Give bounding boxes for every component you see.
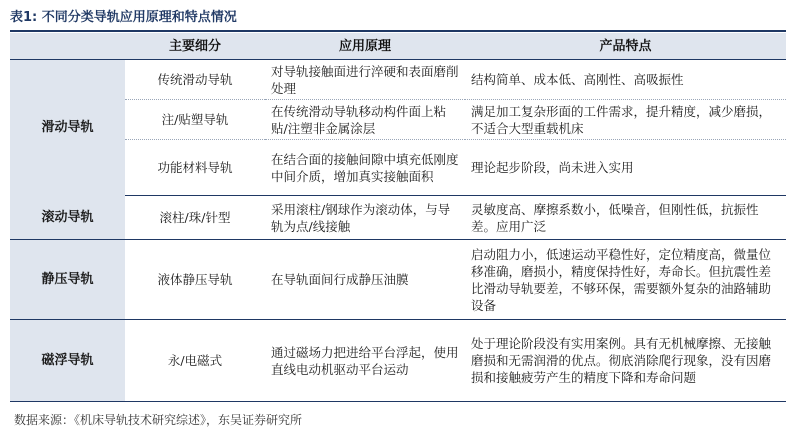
header-principle: 应用原理	[265, 33, 465, 60]
principle-cell: 在导轨面间行成静压油膜	[265, 240, 465, 320]
subtype-cell: 注/贴塑导轨	[125, 100, 265, 140]
principle-cell: 对导轨接触面进行淬硬和表面磨削处理	[265, 60, 465, 100]
features-cell: 结构简单、成本低、高刚性、高吸振性	[465, 60, 786, 100]
header-category	[10, 33, 125, 60]
principle-cell: 采用滚柱/钢球作为滚动体，与导轨为点/线接触	[265, 196, 465, 240]
header-features: 产品特点	[465, 33, 786, 60]
table-row	[10, 240, 786, 320]
header-subtype: 主要细分	[125, 33, 265, 60]
table-row	[10, 60, 786, 100]
table-row	[10, 196, 786, 240]
table-caption: 表1: 不同分类导轨应用原理和特点情况	[10, 10, 237, 25]
category-cell: 滚动导轨	[10, 196, 125, 240]
features-cell: 满足加工复杂形面的工件需求，提升精度，减少磨损，不适合大型重载机床	[465, 100, 786, 140]
features-cell: 理论起步阶段，尚未进入实用	[465, 140, 786, 196]
subtype-cell: 功能材料导轨	[125, 140, 265, 196]
caption-divider	[10, 30, 786, 32]
principle-cell: 通过磁场力把进给平台浮起，使用直线电动机驱动平台运动	[265, 320, 465, 402]
table-header	[10, 33, 786, 60]
features-cell: 处于理论阶段没有实用案例。具有无机械摩擦、无接触磨损和无需润滑的优点。彻底消除爬行现象，没有因磨损和接触疲劳产生的精度下降和寿命问题	[465, 320, 786, 402]
table-row	[10, 100, 786, 140]
category-cell: 滑动导轨	[10, 60, 125, 196]
subtype-cell: 液体静压导轨	[125, 240, 265, 320]
table-row	[10, 140, 786, 196]
principle-cell: 在结合面的接触间隙中填充低刚度中间介质，增加真实接触面积	[265, 140, 465, 196]
features-cell: 灵敏度高、摩擦系数小，低噪音，但刚性低，抗振性差。应用广泛	[465, 196, 786, 240]
guide-rail-table	[10, 33, 786, 402]
subtype-cell: 传统滑动导轨	[125, 60, 265, 100]
principle-cell: 在传统滑动导轨移动构件面上粘贴/注塑非金属涂层	[265, 100, 465, 140]
subtype-cell: 滚柱/珠/针型	[125, 196, 265, 240]
table-row	[10, 320, 786, 402]
source-note: 数据来源：《机床导轨技术研究综述》，东吴证券研究所	[14, 413, 303, 427]
category-cell: 静压导轨	[10, 240, 125, 320]
subtype-cell: 永/电磁式	[125, 320, 265, 402]
category-cell: 磁浮导轨	[10, 320, 125, 402]
features-cell: 启动阻力小，低速运动平稳性好，定位精度高，微量位移准确，磨损小，精度保持性好，寿命长。但抗震性差比滑动导轨要差，不够环保，需要额外复杂的油路辅助设备	[465, 240, 786, 320]
